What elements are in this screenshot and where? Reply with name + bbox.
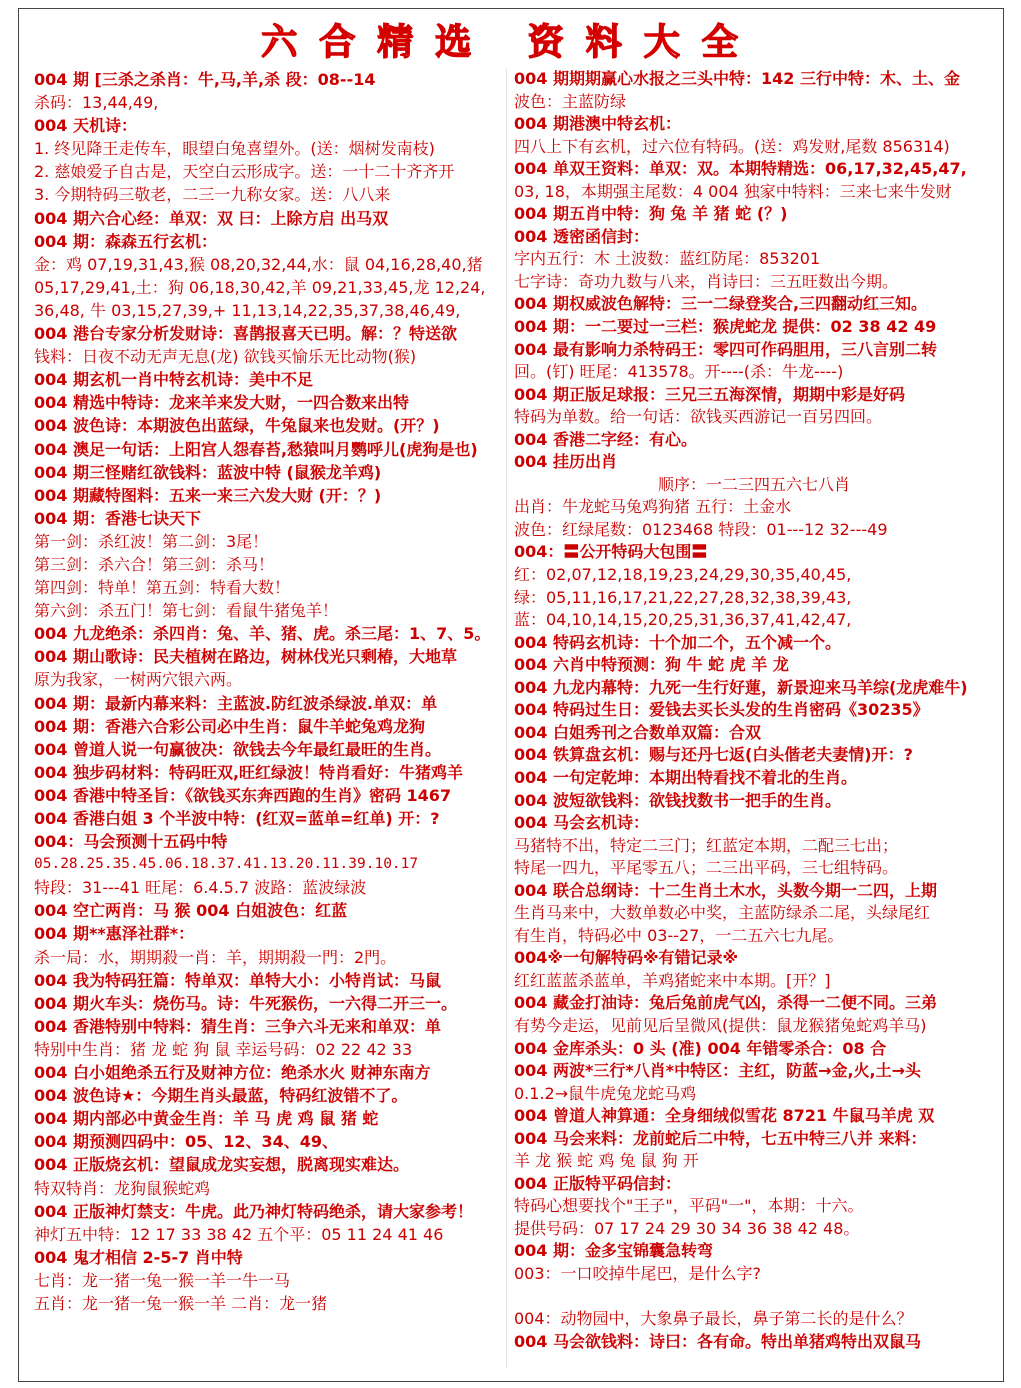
right-line: 特尾一四九，平尾零五八；二三出平码，三七组特码。	[514, 858, 899, 878]
right-line: 004 马会玄机诗：	[514, 813, 649, 833]
right-line: 004 马会欲钱料：诗曰：各有命。特出单猪鸡特出双鼠马	[514, 1331, 921, 1351]
left-line: 004 波色诗★：今期生肖头最蓝，特码红波错不了。	[34, 1086, 408, 1106]
right-line: 004 藏金打油诗：兔后兔前虎气凶，杀得一二便不同。三弟	[514, 993, 937, 1013]
right-line: 004 特码玄机诗：十个加二个，五个减一个。	[514, 632, 841, 652]
left-line: 36,48, 牛 03,15,27,39,+ 11,13,14,22,35,37,38,46,49,	[34, 300, 461, 320]
right-line: 四八上下有玄机，过六位有特码。(送：鸡发财,尾数 856314)	[514, 136, 950, 156]
right-line: 004 最有影响力杀特码王：零四可作码胆用，三八言别二转	[514, 339, 937, 359]
left-line: 004 期玄机一肖中特玄机诗：美中不足	[34, 370, 313, 390]
right-line: 004 马会来料：龙前蛇后二中特，七五中特三八并 来料：	[514, 1128, 927, 1148]
left-line: 05,17,29,41,土：狗 06,18,30,42,羊 09,21,33,45,龙 12,24,	[34, 277, 486, 297]
right-line: 字内五行：木 土波数：蓝红防尾：853201	[514, 249, 821, 269]
right-line: 004 六肖中特预测：狗 牛 蛇 虎 羊 龙	[514, 655, 789, 675]
right-line: 绿：05,11,16,17,21,22,27,28,32,38,39,43,	[514, 587, 852, 607]
right-line: 波色：主蓝防绿	[514, 91, 627, 111]
page-title: 六合精选 资料大全	[261, 21, 760, 63]
left-line: 004 港台专家分析发财诗：喜鹊报喜天已明。解：？特送欲	[34, 324, 457, 344]
right-line: 004 联合总纲诗：十二生肖土木水，头数今期一二四，上期	[514, 880, 937, 900]
left-line: 004 期预测四码中：05、12、34、49、	[34, 1132, 339, 1152]
right-line: 004※一句解特码※有错记录※	[514, 948, 739, 968]
right-line: 004 两波*三行*八肖*中特区：主红，防蓝→金,火,土→头	[514, 1061, 922, 1081]
right-line: 回。(钉) 旺尾：413578。开----(杀：牛龙----)	[514, 362, 844, 382]
left-line: 004 香港白姐 3 个半波中特：(红双=蓝单=红单) 开：?	[34, 809, 440, 828]
left-line: 004 空亡两肖：马 猴 004 白姐波色：红蓝	[34, 901, 348, 921]
left-line: 004 香港中特圣旨：《欲钱买东奔西跑的生肖》密码 1467	[34, 785, 452, 805]
left-line: 004 期火车头：烧伤马。诗：牛死猴伤，一六得二开三一。	[34, 993, 457, 1013]
left-line: 特段：31---41 旺尾：6.4.5.7 波路：蓝波绿波	[34, 878, 367, 898]
left-line: 004 澳足一句话：上阳宫人怨春苔,愁猿叫月鹦呼儿(虎狗是也)	[34, 439, 478, 459]
left-line: 004 期 [三杀之杀肖：牛,马,羊,杀 段：08--14	[34, 70, 376, 89]
right-line: 03, 18，本期强主尾数：4 004 独家中特料：三来七来牛发财	[514, 181, 952, 201]
right-line: 生肖马来中，大数单数必中奖，主蓝防绿杀二尾，头绿尾红	[514, 903, 931, 923]
right-line: 004 单双王资料：单双：双。本期特精选：06,17,32,45,47,	[514, 159, 967, 179]
left-line: 004 期：香港六合彩公司必中生肖：鼠牛羊蛇兔鸡龙狗	[34, 716, 425, 736]
left-line: 特别中生肖：猪 龙 蛇 狗 鼠 幸运号码：02 22 42 33	[34, 1039, 413, 1059]
right-line: 出肖：牛龙蛇马兔鸡狗猪 五行：土金水	[514, 497, 792, 517]
left-line: 004 正版神灯禁支：牛虎。此乃神灯特码绝杀，请大家参考！	[34, 1201, 473, 1221]
right-line: 004 正版特平码信封：	[514, 1173, 681, 1193]
right-line: 004 期港澳中特玄机：	[514, 114, 681, 134]
right-line: 004 波短欲钱料：欲钱找数书一把手的生肖。	[514, 790, 841, 810]
right-line: 特码为单数。给一句话：欲钱买西游记一百另四回。	[514, 407, 883, 427]
left-line: 金：鸡 07,19,31,43,猴 08,20,32,44,水：鼠 04,16,28,40,猪	[34, 254, 483, 274]
left-line: 004 期六合心经：单双：双 曰：上除方启 出马双	[34, 208, 389, 228]
left-line: 第六剑：杀五门！第七剑：看鼠牛猪兔羊！	[34, 601, 339, 621]
left-line: 004 鬼才相信 2-5-7 肖中特	[34, 1247, 243, 1267]
left-line: 3. 今期特码三敬老，二三一九称女家。送：八八来	[34, 185, 391, 205]
left-line: 004 我为特码狂篇：特单双：单特大小：小特肖试：马鼠	[34, 970, 441, 990]
right-line: 004 金库杀头：0 头 (准) 004 年错零杀合：08 合	[514, 1038, 887, 1058]
left-line: 004：马会预测十五码中特	[34, 832, 228, 852]
left-line: 钱料：日夜不动无声无息(龙) 欲钱买愉乐无比动物(猴)	[34, 347, 417, 367]
right-line: 有势今走运，见前见后呈微风(提供：鼠龙猴猪兔蛇鸡羊马)	[514, 1015, 927, 1035]
right-line: 004 曾道人神算通：全身细绒似雪花 8721 牛鼠马羊虎 双	[514, 1106, 935, 1126]
right-line: 特码心想要找个"王子"，平码"一"，本期：十六。	[514, 1196, 864, 1216]
right-line	[514, 1286, 994, 1309]
left-line: 004 独步码材料：特码旺双,旺红绿波！特肖看好：牛猪鸡羊	[34, 762, 464, 782]
left-line: 1. 终见降王走传车，眼望白兔喜望外。(送：烟树发南枝)	[34, 139, 435, 159]
left-line: 004 白小姐绝杀五行及财神方位：绝杀水火 财神东南方	[34, 1063, 431, 1083]
left-line: 第三剑：杀六合！第三剑：杀马！	[34, 554, 275, 574]
right-line: 004 期权威波色解特：三一二绿登奖合,三四翻动红三知。	[514, 294, 928, 314]
right-line: 七字诗：奇功九数与八来，肖诗曰：三五旺数出今期。	[514, 271, 899, 291]
right-line: 004 铁算盘玄机：赐与还丹七返(白头偕老夫妻情)开：?	[514, 745, 913, 765]
right-line: 004：动物园中，大象鼻子最长，鼻子第二长的是什么？	[514, 1309, 913, 1329]
right-line: 004 透密函信封：	[514, 226, 649, 246]
right-line: 0.1.2→鼠牛虎兔龙蛇马鸡	[514, 1083, 697, 1103]
left-line: 七肖：龙一猪一兔一猴一羊一牛一马	[34, 1270, 291, 1290]
right-column	[514, 68, 994, 1353]
left-line: 特双特肖：龙狗鼠猴蛇鸡	[34, 1178, 211, 1198]
left-line: 004 期**惠泽社群*：	[34, 924, 195, 944]
right-line: 红红蓝蓝杀蓝单，羊鸡猪蛇来中本期。[开？]	[514, 970, 831, 990]
left-line: 五肖：龙一猪一兔一猴一羊 二肖：龙一猪	[34, 1293, 328, 1313]
right-line: 马猪特不出，特定二三门；红蓝定本期，二配三七出；	[514, 835, 899, 855]
left-line: 004 期：香港七诀天下	[34, 508, 201, 528]
left-line: 004 香港特别中特料：猜生肖：三争六斗无来和单双：单	[34, 1016, 441, 1036]
left-line: 004 期山歌诗：民夫植树在路边，树林伐光只剩椿，大地草	[34, 647, 457, 667]
left-line: 004 期：森森五行玄机：	[34, 231, 217, 251]
right-line: 004 期：一二要过一三栏：猴虎蛇龙 提供：02 38 42 49	[514, 317, 937, 337]
right-line: 004 九龙内幕特：九死一生行好蓮，新景迎来马羊综(龙虎难牛)	[514, 677, 968, 697]
left-column	[34, 68, 524, 1315]
left-line: 004 波色诗：本期波色出蓝绿，牛兔鼠来也发财。(开？)	[34, 416, 440, 436]
left-line: 004 正版烧玄机：望鼠成龙实妄想，脱离现实难达。	[34, 1155, 409, 1175]
right-line: 红：02,07,12,18,19,23,24,29,30,35,40,45,	[514, 565, 852, 585]
right-line: 004：〓公开特码大包围〓	[514, 542, 708, 562]
left-line: 05.28.25.35.45.06.18.37.41.13.20.11.39.10.17	[34, 856, 419, 873]
right-line: 顺序：一二三四五六七八肖	[657, 474, 850, 494]
right-line: 提供号码：07 17 24 29 30 34 36 38 42 48。	[514, 1218, 860, 1238]
right-line: 羊 龙 猴 蛇 鸡 兔 鼠 狗 开	[514, 1151, 699, 1171]
left-line: 神灯五中特：12 17 33 38 42 五个平：05 11 24 41 46	[34, 1224, 444, 1244]
left-line: 原为我家，一树两穴银六两。	[34, 670, 243, 690]
right-line: 004 白姐秀刊之合数单双篇：合双	[514, 722, 761, 742]
right-line: 004 香港二字经：有心。	[514, 429, 697, 449]
right-line: 004 一句定乾坤：本期出特看找不着北的生肖。	[514, 767, 857, 787]
left-line: 第四剑：特单！第五剑：特看大数！	[34, 578, 291, 598]
left-line: 杀一局：水，期期殺一肖：羊，期期殺一門：2門。	[34, 947, 397, 967]
right-line: 004 期五肖中特：狗 兔 羊 猪 蛇 (？)	[514, 204, 788, 224]
right-line: 004 特码过生日：爱钱去买长头发的生肖密码《30235》	[514, 700, 929, 720]
left-line: 2. 慈娘爱子自古是，天空白云形成字。送：一十二十齐齐开	[34, 162, 455, 182]
right-line: 蓝：04,10,14,15,20,25,31,36,37,41,42,47,	[514, 610, 852, 630]
left-line: 第一剑：杀红波！第二剑：3尾！	[34, 531, 269, 551]
right-line: 004 期正版足球报：三兄三五海深情，期期中彩是好码	[514, 384, 905, 404]
right-line: 004 挂历出肖	[514, 452, 617, 472]
right-line: 003：一口咬掉牛尾巴，是什么字?	[514, 1263, 762, 1283]
left-line: 004 期三怪赌红欲钱料：蓝波中特 (鼠猴龙羊鸡)	[34, 462, 382, 482]
right-line: 004 期：金多宝锦囊急转弯	[514, 1241, 713, 1261]
left-line: 004 精选中特诗：龙来羊来发大财，一四合数来出特	[34, 393, 409, 413]
left-line: 004 九龙绝杀：杀四肖：兔、羊、猪、虎。杀三尾：1、7、5。	[34, 624, 491, 644]
left-line: 004 期藏特图料：五来一来三六发大财 (开：？)	[34, 485, 382, 505]
left-line: 004 天机诗：	[34, 116, 137, 136]
left-line: 004 曾道人说一句赢彼决：欲钱去今年最红最旺的生肖。	[34, 739, 441, 759]
left-line: 004 期：最新内幕来料：主蓝波.防红波杀绿波.单双：单	[34, 693, 438, 713]
left-line: 杀码：13,44,49,	[34, 93, 159, 113]
left-line: 004 期内部必中黄金生肖：羊 马 虎 鸡 鼠 猪 蛇	[34, 1109, 379, 1129]
right-line: 004 期期期赢心水报之三头中特：142 三行中特：木、土、金	[514, 69, 960, 88]
right-line: 有生肖，特码必中 03--27，一二五六七九尾。	[514, 925, 844, 945]
right-line: 波色：红绿尾数：0123468 特段：01---12 32---49	[514, 519, 888, 539]
